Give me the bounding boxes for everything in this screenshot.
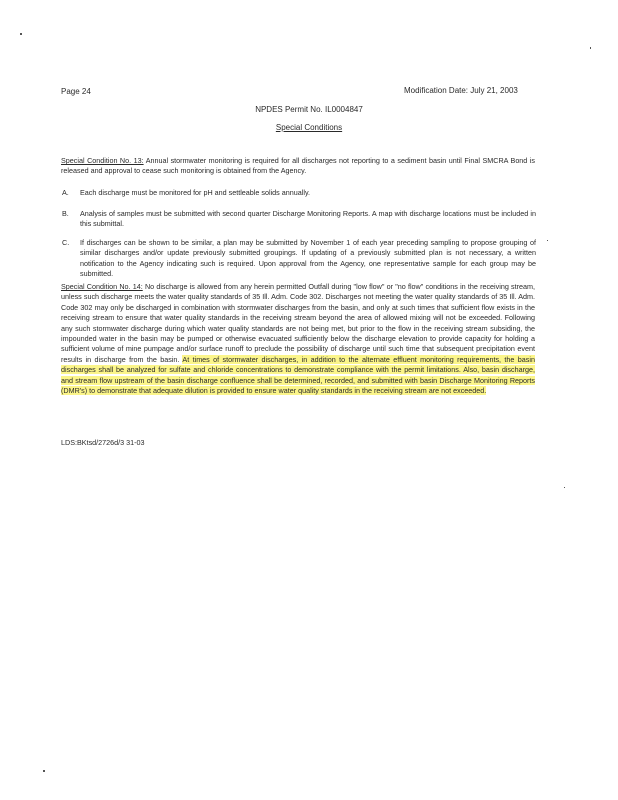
section-title: Special Conditions [275,123,343,132]
highlighted-text: At times of stormwater discharges, in addition to the alternate effluent monitoring requirements, the basin discharges shall be analyzed for sulfate and chloride concentrations to demonstrate compliance with the permit limitations. Also, basin discharge, and stream flow upstream of the basin discharge confluence shall be determined, recorded, and submitted with basin Discharge Monitoring Reports (DMR's) to demonstrate that adequate dilution is provided to ensure water quality standards in the receiving stream are not exceeded. [61,354,535,396]
permit-number: NPDES Permit No. IL0004847 [255,105,363,114]
scan-speck [43,770,45,772]
condition-13-text: Annual stormwater monitoring is required for all discharges not reporting to a sediment basin until Final SMCRA Bond is released and approval to cease such monitoring is obtained from the Agency. [61,156,535,176]
item-text: If discharges can be shown to be similar, a plan may be submitted by November 1 of each year preceding sampling to propose grouping of similar discharges and/or update previously submitted groupings. If updating of a previously submitted plan is not necessary, a written notification to the Agency indicating such is required. Upon approval from the Agency, one representative sample for each group may be submitted. [80,238,536,279]
condition-14-text: No discharge is allowed from any herein permitted Outfall during "low flow" or "no flow" conditions in the receiving stream, unless such discharge meets the water quality standards of 35 Ill. Adm. Code 302. Discharges not meeting the water quality standards of 35 Ill. Adm. Code 302 may only be discharged in combination with stormwater discharges from the basin, and only at such times that sufficient flow exists in the receiving stream to ensure that water quality standards in the receiving stream beyond the area of allowed mixing will not be exceeded. Following any such stormwater discharge during which water quality standards are not being met, but prior to the flow in the receiving stream subsiding, the impounded water in the basin may be pumped or otherwise evacuated sufficiently below the discharge elevation to provide capacity for holding a sufficient volume of mine pumpage and/or surface runoff to preclude the possibility of discharge until such time that subsequent precipitation event results in discharge from the basin. [61,282,535,364]
scan-speck [590,47,591,49]
modification-date: Modification Date: July 21, 2003 [404,86,518,95]
item-text: Each discharge must be monitored for pH and settleable solids annually. [80,188,310,197]
item-label: B. [62,209,69,218]
item-text: Analysis of samples must be submitted with second quarter Discharge Monitoring Reports. A map with discharge locations must be included in this submittal. [80,209,536,229]
scan-speck [564,487,565,488]
special-condition-14 [61,282,535,396]
special-condition-13 [61,156,535,177]
condition-14-label: Special Condition No. 14: [61,282,143,291]
item-label: A. [62,188,69,197]
scan-speck [20,33,22,35]
item-label: C. [62,238,70,247]
condition-13-label: Special Condition No. 13: [61,156,144,165]
scan-speck [547,240,548,241]
page-number: Page 24 [61,87,91,96]
document-reference: LDS:BKtsd/2726d/3 31-03 [61,438,145,447]
